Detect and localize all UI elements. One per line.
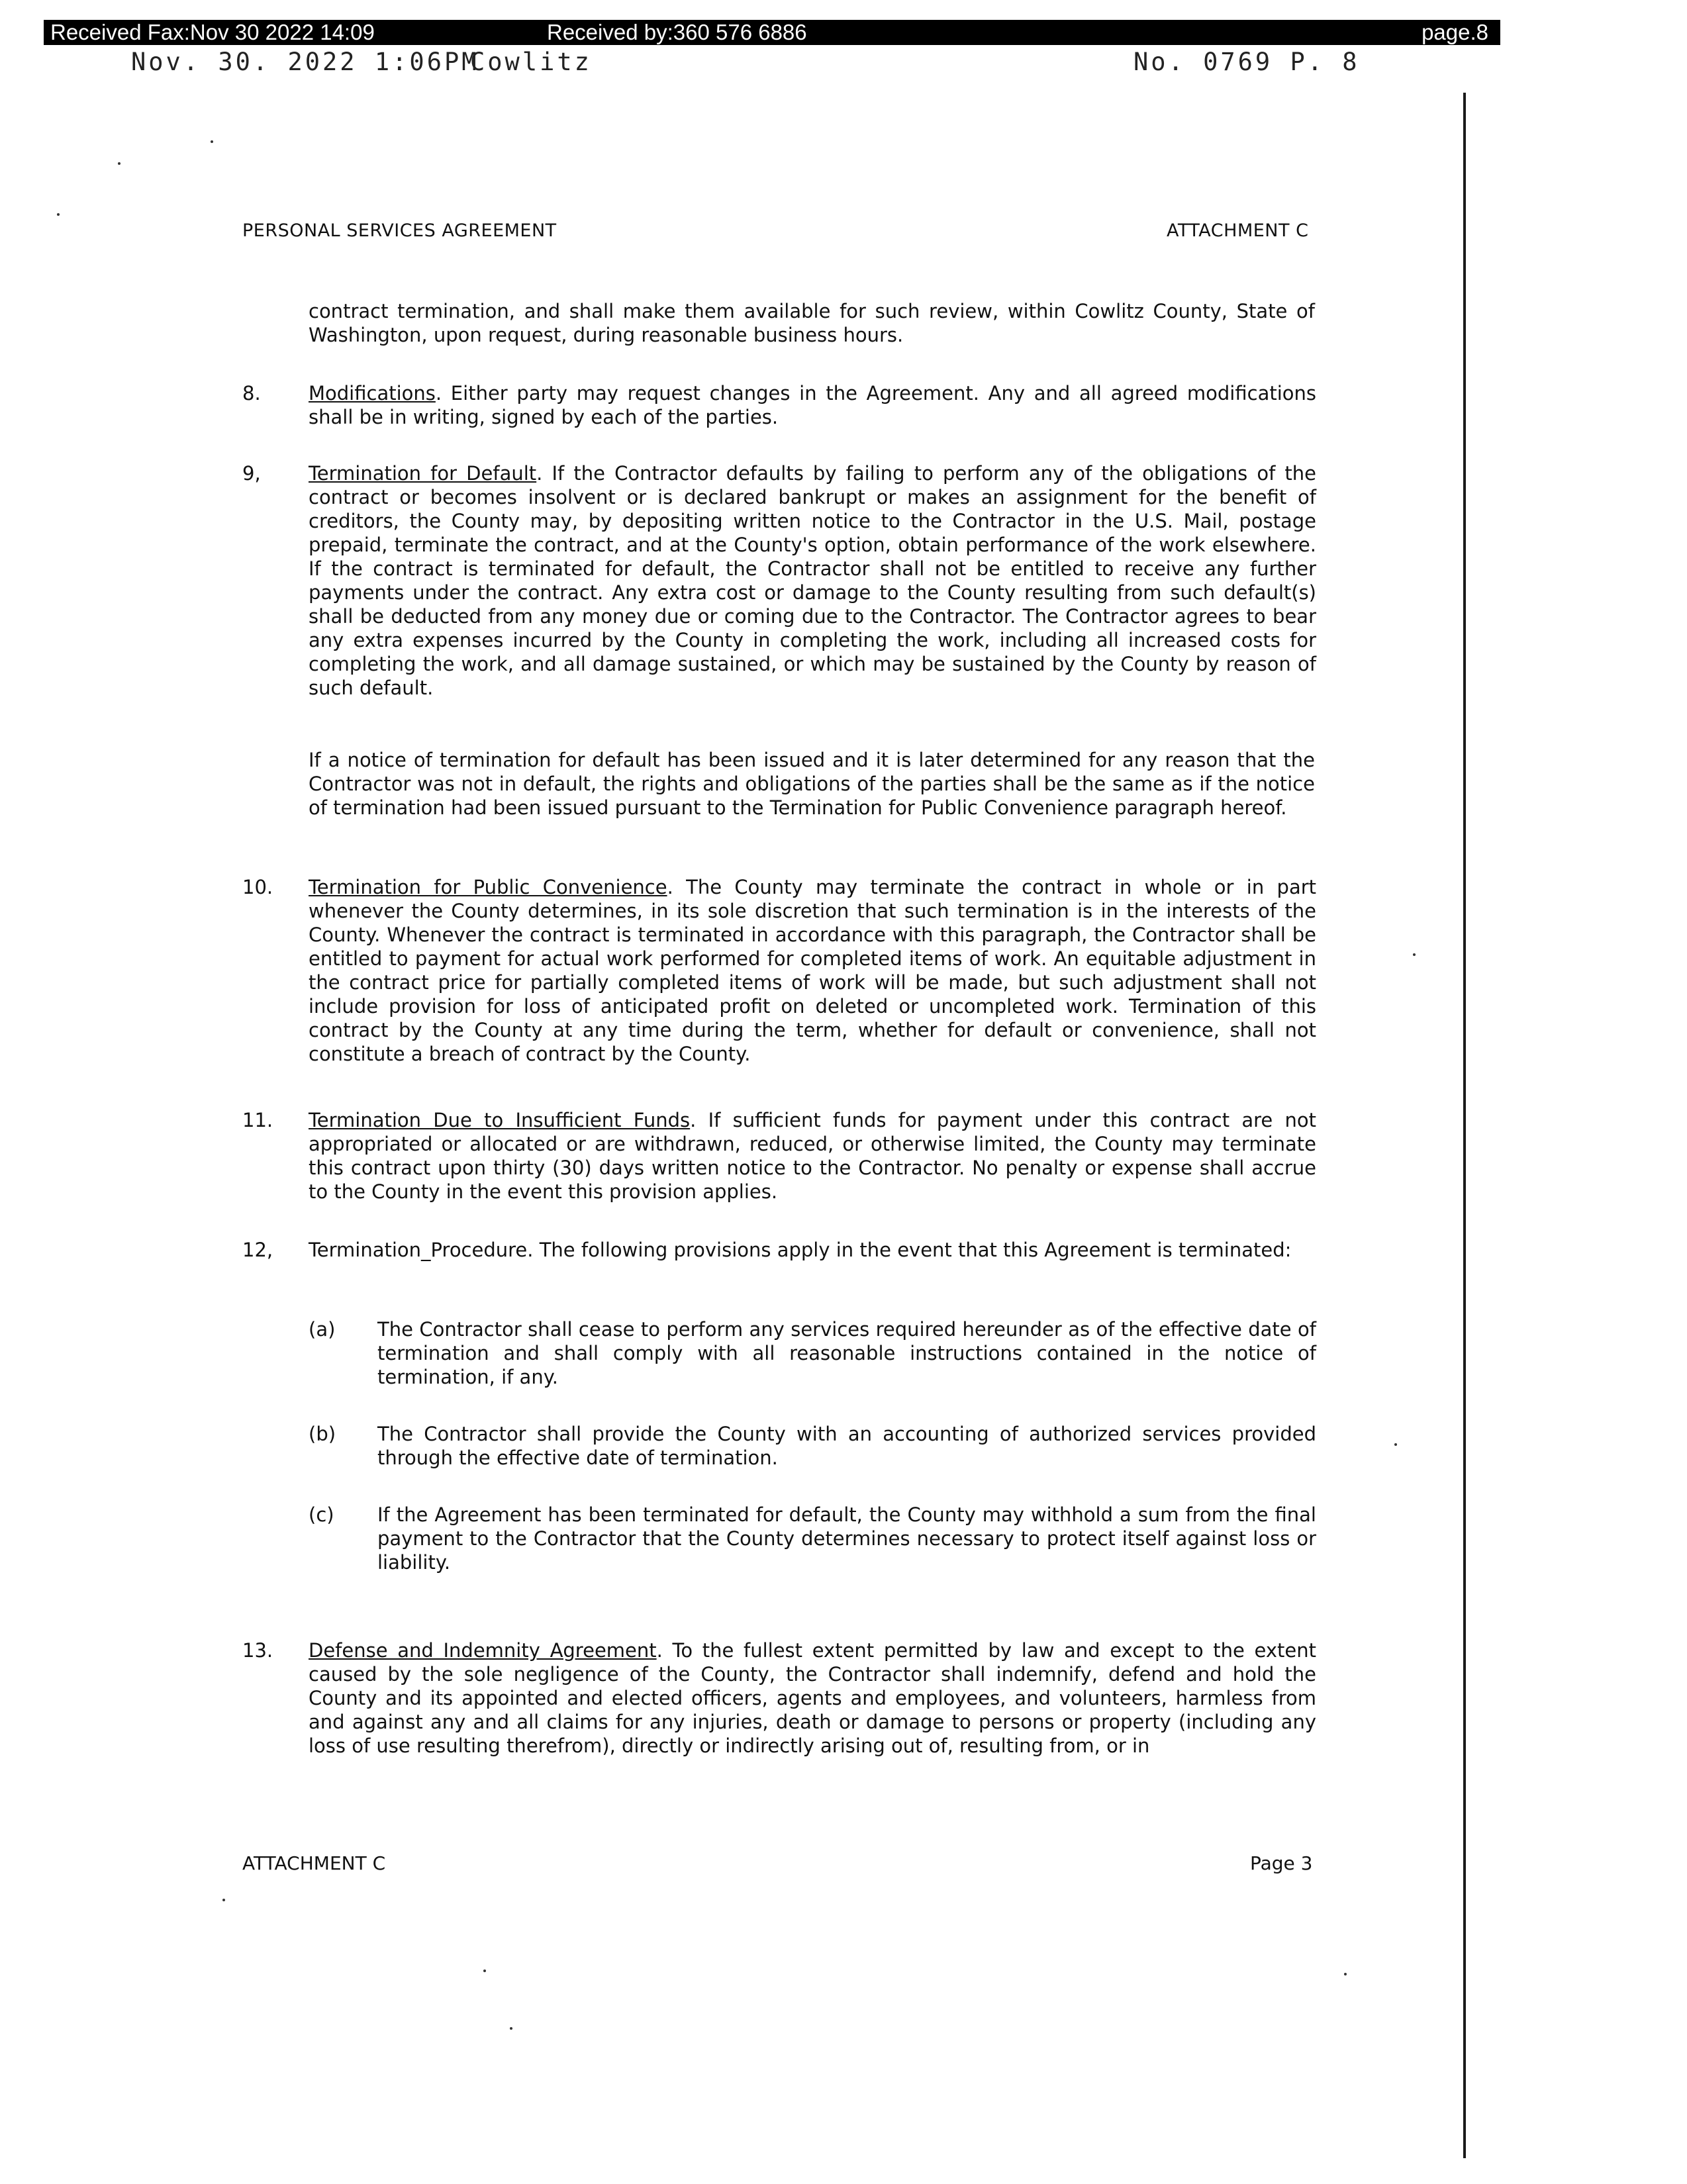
subsection-label: (c): [309, 1503, 334, 1526]
subsection-a: [309, 1317, 1316, 1389]
section-9-followup-paragraph: If a notice of termination for default has been issued and it is later determined for any reason that the Contractor was not in default, the rights and obligations of the parties shall be the same as if the notice of termination had been issued pursuant to the Termination for Public Convenience paragraph hereof.: [309, 749, 1315, 819]
section-title: Termination Due to Insufficient Funds: [309, 1109, 691, 1131]
subsection-c: [309, 1503, 1316, 1574]
fax-stamp-date: Nov. 30. 2022 1:06PM: [131, 48, 479, 76]
section-8: [242, 381, 1316, 429]
section-title: Modifications: [309, 382, 436, 404]
page-footer-page-number: Page 3: [1250, 1852, 1313, 1874]
section-11: [242, 1108, 1316, 1204]
subsection-text: The Contractor shall cease to perform any services required hereunder as of the effective date of termination and shall comply with all reasonable instructions contained in the notice of termination, if any.: [377, 1318, 1316, 1388]
fax-received-by: Received by:360 576 6886: [547, 20, 807, 44]
section-12: [242, 1238, 1316, 1262]
fax-stamp-organization: Cowlitz: [470, 48, 592, 76]
subsection-label: (b): [309, 1423, 336, 1445]
page-header-title: PERSONAL SERVICES AGREEMENT: [242, 220, 557, 241]
section-text: . If sufficient funds for payment under this contract are not appropriated or allocated or are withdrawn, reduced, or otherwise limited, the County may terminate this contract upon thirty (30) days written notice to the Contractor. No penalty or expense shall accrue to the County in the event this provision applies.: [309, 1109, 1317, 1203]
section-text: . Either party may request changes in the Agreement. Any and all agreed modifications shall be in writing, signed by each of the parties.: [309, 382, 1316, 428]
section-text: . The following provisions apply in the event that this Agreement is terminated:: [527, 1239, 1292, 1261]
section-text: . If the Contractor defaults by failing to perform any of the obligations of the contract or becomes insolvent or is declared bankrupt or makes an assignment for the benefit of creditors, the County may, by depositing written notice to the Contractor in the U.S. Mail, postage prepaid, terminate the contract, and at the County's option, obtain performance of the work elsewhere. If the contract is terminated for default, the Contractor shall not be entitled to receive any further payments under the contract. Any extra cost or damage to the County resulting from such default(s) shall be deducted from any money due or coming due to the Contractor. The Contractor agrees to bear any extra expenses incurred by the County in completing the work, including all increased costs for completing the work, and all damage sustained, or which may be sustained by the County by reason of such default.: [309, 462, 1317, 699]
section-number: 9,: [242, 462, 261, 485]
page-footer-attachment: ATTACHMENT C: [242, 1852, 386, 1874]
section-title: Defense and Indemnity Agreement: [309, 1639, 657, 1662]
section-title: Termination for Default: [309, 462, 537, 485]
subsection-text: If the Agreement has been terminated for default, the County may withhold a sum from the final payment to the Contractor that the County determines necessary to protect itself against loss or liability.: [377, 1503, 1316, 1574]
section-13: [242, 1638, 1316, 1758]
section-10: [242, 875, 1316, 1066]
subsection-text: The Contractor shall provide the County with an accounting of authorized services provided through the effective date of termination.: [377, 1423, 1316, 1469]
section-number: 11.: [242, 1109, 273, 1131]
section-text: . The County may terminate the contract in whole or in part whenever the County determines, in its sole discretion that such termination is in the interests of the County. Whenever the contract is terminated in accordance with this paragraph, the Contractor shall be entitled to payment for actual work performed for completed items of work. An equitable adjustment in the contract price for partially completed items of work will be made, but such adjustment shall not include provision for loss of anticipated profit on deleted or uncompleted work. Termination of this contract by the County at any time during the term, whether for default or convenience, shall not constitute a breach of contract by the County.: [309, 876, 1317, 1065]
page-header-attachment: ATTACHMENT C: [1167, 220, 1309, 241]
fax-received-time: Received Fax:Nov 30 2022 14:09: [50, 20, 375, 44]
section-title: Termination for Public Convenience: [309, 876, 667, 898]
fax-stamp-number: No. 0769 P. 8: [1133, 48, 1360, 76]
continuation-paragraph: contract termination, and shall make them available for such review, within Cowlitz County, State of Washington, upon request, during reasonable business hours.: [309, 300, 1315, 346]
section-number: 8.: [242, 382, 261, 404]
section-text: . To the fullest extent permitted by law and except to the extent caused by the sole negligence of the County, the Contractor shall indemnify, defend and hold the County and its appointed and elected officers, agents and employees, and volunteers, harmless from and against any and all claims for any injuries, death or damage to persons or property (including any loss of use resulting therefrom), directly or indirectly arising out of, resulting from, or in: [309, 1639, 1316, 1757]
section-number: 12,: [242, 1239, 273, 1261]
section-number: 13.: [242, 1639, 273, 1662]
section-title: Termination_Procedure: [309, 1239, 528, 1261]
subsection-label: (a): [309, 1318, 336, 1341]
section-9: [242, 461, 1316, 700]
fax-page-number: page.8: [1422, 20, 1488, 44]
subsection-b: [309, 1422, 1316, 1470]
section-number: 10.: [242, 876, 273, 898]
